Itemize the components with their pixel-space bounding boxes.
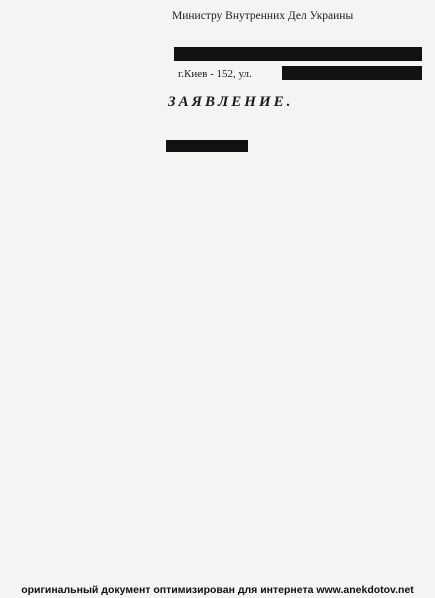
redaction-bar-officer-name [166,140,248,152]
redaction-bar-address [282,66,422,80]
sender-address-line [178,68,252,80]
statement-body [22,128,423,130]
redaction-bar-sender-name [174,47,422,61]
address-prefix: г.Киев - 152, ул. [178,68,252,80]
source-caption: оригинальный документ оптимизирован для интернета www.anekdotov.net [21,584,414,596]
document-title: ЗАЯВЛЕНИЕ. [168,94,294,110]
addressee-line: Министру Внутренних Дел Украины [172,10,354,22]
